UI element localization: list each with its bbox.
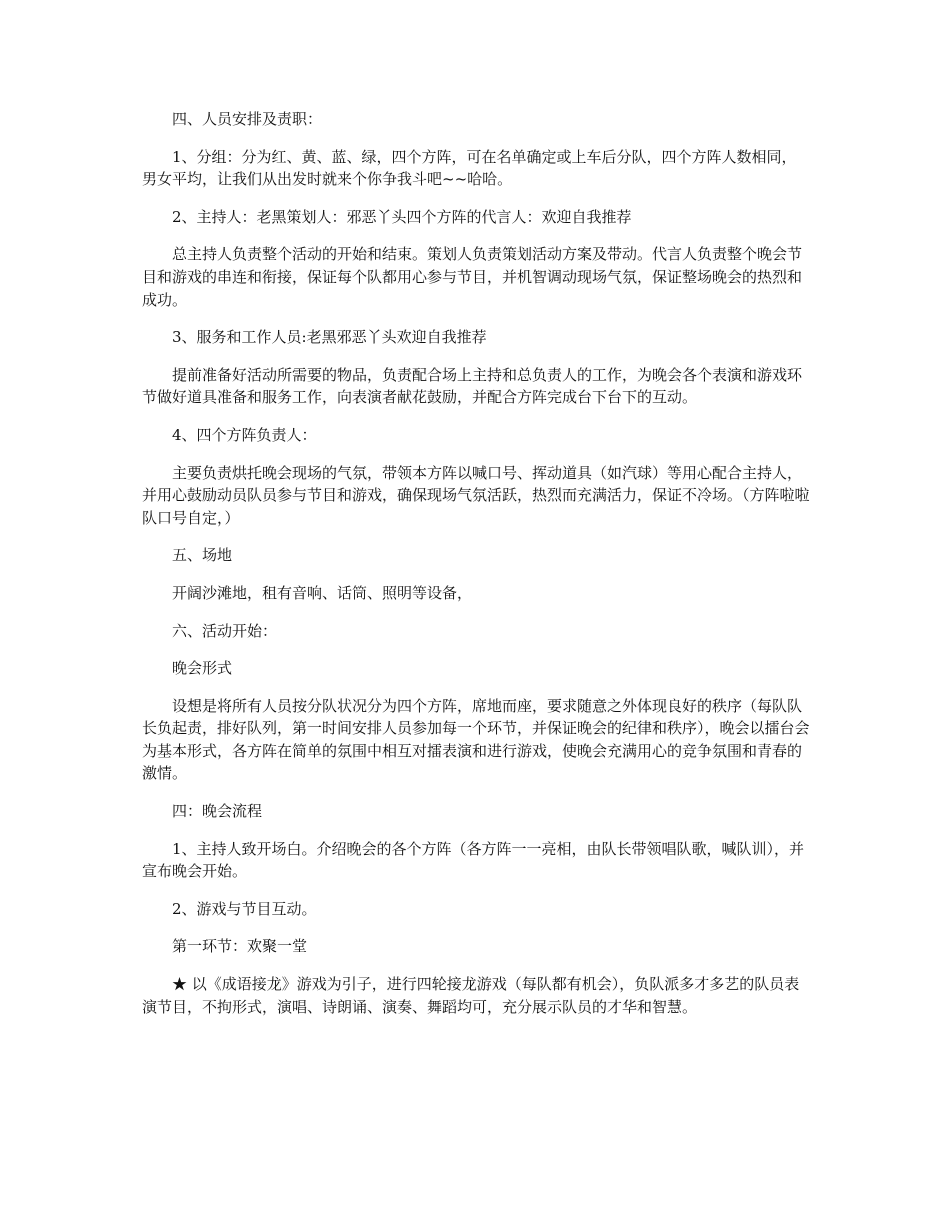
document-page bbox=[142, 108, 810, 1033]
paragraph-square-leaders: 4、四个方阵负责人： bbox=[172, 425, 317, 444]
paragraph-service-duties: 提前准备好活动所需要的物品，负责配合场上主持和总负责人的工作，为晚会各个表演和游戏环节做好道具准备和服务工作，向表演者献花鼓励，并配合方阵完成台下台下的互动。 bbox=[142, 365, 803, 407]
section-heading-process: 四：晚会流程 bbox=[172, 802, 263, 821]
section-heading-start: 六、活动开始： bbox=[172, 621, 278, 640]
paragraph-service-staff: 3、服务和工作人员:老黑邪恶丫头欢迎自我推荐 bbox=[172, 328, 487, 347]
paragraph-leader-duties: 主要负责烘托晚会现场的气氛，带领本方阵以喊口号、挥动道具（如汽球）等用心配合主持人，并用心鼓励动员队员参与节目和游戏，确保现场气氛活跃，热烈而充满活力，保证不冷场。（方阵啦啦队口号自定，） bbox=[142, 463, 810, 527]
paragraph-format-description: 设想是将所有人员按分队状况分为四个方阵，席地而座，要求随意之外体现良好的秩序（每队队长负起责，排好队列，第一时间安排人员参加每一个环节，并保证晚会的纪律和秩序），晚会以擂台会为基本形式，各方阵在简单的氛围中相互对擂表演和进行游戏，使晚会充满用心的竞争氛围和青春的激情。 bbox=[142, 696, 810, 783]
section-heading-venue: 五、场地 bbox=[172, 546, 233, 565]
paragraph-hosts: 2、主持人：老黑策划人：邪恶丫头四个方阵的代言人：欢迎自我推荐 bbox=[172, 207, 632, 226]
section-heading-staffing: 四、人员安排及责职： bbox=[172, 110, 323, 128]
paragraph-host-duties: 总主持人负责整个活动的开始和结束。策划人负责策划活动方案及带动。代言人负责整个晚会节目和游戏的串连和衔接，保证每个队都用心参与节目，并机智调动现场气氛，保证整场晚会的热烈和成功。 bbox=[142, 245, 803, 309]
paragraph-idiom-game: ★ 以《成语接龙》游戏为引子，进行四轮接龙游戏（每队都有机会），负队派多才多艺的队员表演节目，不拘形式，演唱、诗朗诵、演奏、舞蹈均可，充分展示队员的才华和智慧。 bbox=[142, 975, 800, 1016]
paragraph-venue: 开阔沙滩地，租有音响、话筒、照明等设备， bbox=[172, 583, 473, 602]
paragraph-opening: 1、主持人致开场白。介绍晚会的各个方阵（各方阵一一亮相，由队长带领唱队歌，喊队训），并宣布晚会开始。 bbox=[142, 839, 805, 881]
paragraph-format-title: 晚会形式 bbox=[172, 659, 233, 678]
paragraph-first-segment: 第一环节：欢聚一堂 bbox=[172, 937, 308, 956]
paragraph-interaction: 2、游戏与节目互动。 bbox=[172, 899, 317, 918]
paragraph-grouping: 1、分组：分为红、黄、蓝、绿，四个方阵，可在名单确定或上车后分队，四个方阵人数相同，男女平均，让我们从出发时就来个你争我斗吧~~哈哈。 bbox=[142, 147, 797, 189]
